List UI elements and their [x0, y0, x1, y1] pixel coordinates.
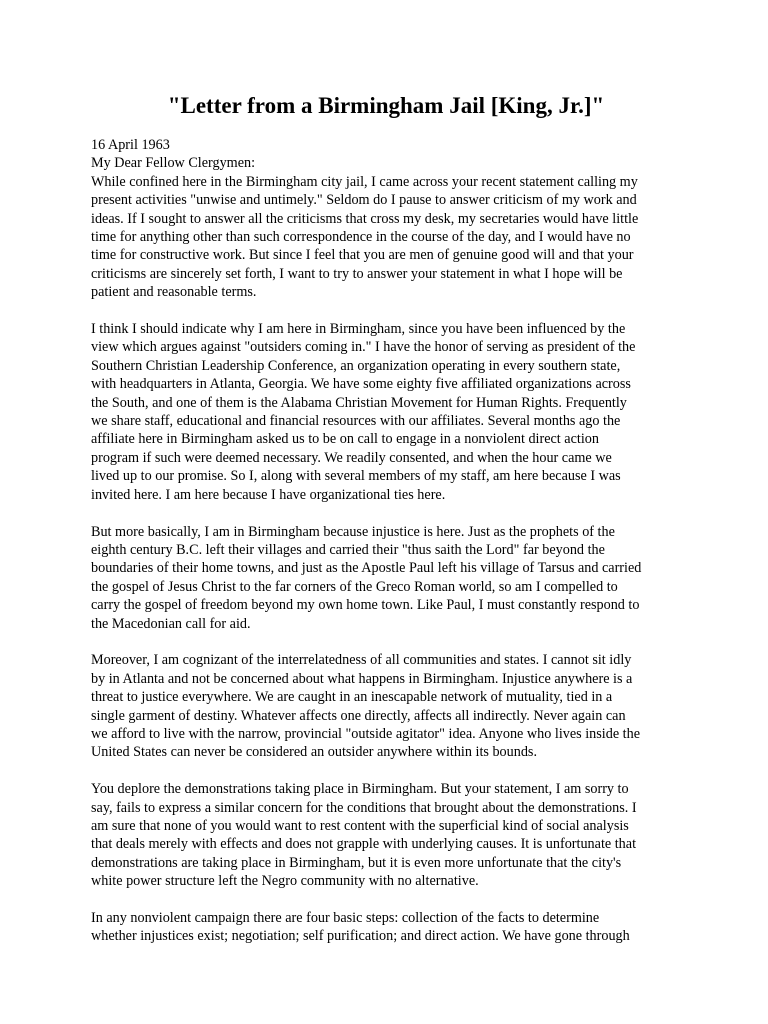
text-line: invited here. I am here because I have organizational ties here.	[91, 486, 446, 503]
text-line: carry the gospel of freedom beyond my own home town. Like Paul, I must constantly respond to	[91, 597, 640, 614]
text-line: Southern Christian Leadership Conference, an organization operating in every southern state,	[91, 357, 621, 374]
text-line: United States can never be considered an outsider anywhere within its bounds.	[91, 744, 537, 761]
paragraph-2	[91, 320, 681, 504]
text-line: whether injustices exist; negotiation; self purification; and direct action. We have gone through	[91, 928, 630, 945]
text-line: by in Atlanta and not be concerned about what happens in Birmingham. Injustice anywhere is a	[91, 670, 633, 687]
text-line: While confined here in the Birmingham city jail, I came across your recent statement calling my	[91, 173, 638, 190]
text-line: I think I should indicate why I am here in Birmingham, since you have been influenced by the	[91, 321, 626, 338]
text-line: eighth century B.C. left their villages and carried their "thus saith the Lord" far beyond the	[91, 541, 605, 558]
text-line: affiliate here in Birmingham asked us to be on call to engage in a nonviolent direct action	[91, 431, 599, 448]
paragraph-1	[91, 173, 681, 302]
text-line: the Macedonian call for aid.	[91, 615, 251, 632]
text-line: that deals merely with effects and does not grapple with underlying causes. It is unfortunate that	[91, 836, 637, 853]
paragraph-5	[91, 780, 681, 890]
paragraph-4	[91, 651, 681, 761]
text-line: program if such were deemed necessary. We readily consented, and when the hour came we	[91, 449, 612, 466]
text-line: threat to justice everywhere. We are caught in an inescapable network of mutuality, tied in a	[91, 689, 613, 706]
text-line: But more basically, I am in Birmingham because injustice is here. Just as the prophets of the	[91, 523, 615, 540]
text-line: we afford to live with the narrow, provincial "outside agitator" idea. Anyone who lives inside the	[91, 725, 640, 742]
text-line: criticisms are sincerely set forth, I want to try to answer your statement in what I hope will be	[91, 265, 623, 282]
text-line: single garment of destiny. Whatever affects one directly, affects all indirectly. Never again can	[91, 707, 626, 724]
text-line: the South, and one of them is the Alabama Christian Movement for Human Rights. Frequently	[91, 394, 627, 411]
text-line: with headquarters in Atlanta, Georgia. We have some eighty five affiliated organizations across	[91, 376, 631, 393]
paragraph-6	[91, 909, 681, 946]
text-line: lived up to our promise. So I, along with several members of my staff, am here because I was	[91, 468, 621, 485]
text-line: time for anything other than such correspondence in the course of the day, and I would have no	[91, 229, 631, 246]
document-title: "Letter from a Birmingham Jail [King, Jr.]"	[167, 93, 605, 118]
text-line: view which argues against "outsiders coming in." I have the honor of serving as president of the	[91, 339, 636, 356]
paragraph-3	[91, 523, 681, 633]
text-line: In any nonviolent campaign there are four basic steps: collection of the facts to determine	[91, 909, 600, 926]
letter-date: 16 April 1963	[91, 137, 170, 153]
letter-body	[91, 136, 681, 946]
text-line: am sure that none of you would want to rest content with the superficial kind of social analysis	[91, 817, 629, 834]
text-line: say, fails to express a similar concern for the conditions that brought about the demonstrations. I	[91, 799, 637, 816]
text-line: we share staff, educational and financial resources with our affiliates. Several months ago the	[91, 413, 621, 430]
text-line: boundaries of their home towns, and just as the Apostle Paul left his village of Tarsus and carried	[91, 560, 642, 577]
text-line: the gospel of Jesus Christ to the far corners of the Greco Roman world, so am I compelled to	[91, 578, 618, 595]
text-line: demonstrations are taking place in Birmingham, but it is even more unfortunate that the city's	[91, 854, 622, 871]
letter-salutation: My Dear Fellow Clergymen:	[91, 155, 256, 172]
text-line: You deplore the demonstrations taking place in Birmingham. But your statement, I am sorry to	[91, 781, 629, 798]
text-line: ideas. If I sought to answer all the criticisms that cross my desk, my secretaries would have little	[91, 210, 639, 227]
text-line: white power structure left the Negro community with no alternative.	[91, 873, 479, 890]
text-line: present activities "unwise and untimely." Seldom do I pause to answer criticism of my work and	[91, 192, 637, 209]
text-line: patient and reasonable terms.	[91, 284, 257, 301]
text-line: time for constructive work. But since I feel that you are men of genuine good will and that your	[91, 247, 634, 264]
text-line: Moreover, I am cognizant of the interrelatedness of all communities and states. I cannot sit idly	[91, 652, 632, 669]
